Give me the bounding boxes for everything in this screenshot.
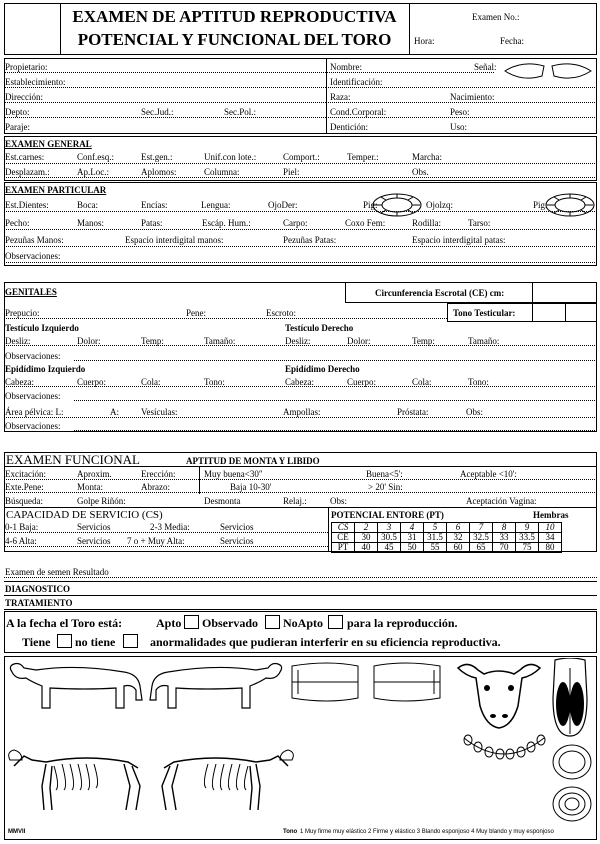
area-a-field[interactable]: A: bbox=[110, 407, 119, 417]
ojo-izq-field[interactable]: Ojolzq: bbox=[426, 200, 453, 210]
paraje-field[interactable]: Paraje: bbox=[5, 122, 30, 132]
td-tamano-field[interactable]: Tamaño: bbox=[468, 336, 500, 346]
ed-tono-field[interactable]: Tono: bbox=[468, 377, 489, 387]
particular-title: EXAMEN PARTICULAR bbox=[5, 185, 107, 195]
cs-muy-alta-label: 7 o + Muy Alta: bbox=[127, 536, 185, 546]
condcorporal-field[interactable]: Cond.Corporal: bbox=[330, 107, 387, 117]
marcha-field[interactable]: Marcha: bbox=[412, 152, 442, 162]
ei-cabeza-field[interactable]: Cabeza: bbox=[5, 377, 34, 387]
pt-cell: 75 bbox=[516, 543, 539, 553]
pt-cell: 3 bbox=[378, 523, 401, 533]
cs-baja-servicios[interactable]: Servicios bbox=[77, 522, 111, 532]
obs-general-field[interactable]: Obs. bbox=[412, 167, 429, 177]
ereccion-field[interactable]: Erección: bbox=[141, 469, 176, 479]
genitales-obs-field[interactable]: Obs: bbox=[466, 407, 484, 417]
est-carnes-field[interactable]: Est.carnes: bbox=[5, 152, 45, 162]
funcional-obs-field[interactable]: Obs: bbox=[330, 496, 348, 506]
ear-mark-icon[interactable] bbox=[502, 60, 594, 82]
boca-field[interactable]: Boca: bbox=[77, 200, 98, 210]
pt-cell: CS bbox=[332, 523, 355, 533]
conclusion-intro: A la fecha el Toro está: bbox=[6, 616, 123, 630]
epididimo-der-title: Epidídimo Derecho bbox=[285, 364, 360, 374]
pt-cell: 4 bbox=[401, 523, 424, 533]
pt-cell: 30 bbox=[355, 533, 378, 543]
nombre-field[interactable]: Nombre: bbox=[330, 62, 362, 72]
td-temp-field[interactable]: Temp: bbox=[412, 336, 435, 346]
baja-field[interactable]: Baja 10-30' bbox=[230, 482, 272, 492]
epididimo-izq-title: Epidídimo Izquierdo bbox=[5, 364, 86, 374]
circ-escrotal-label: Circunferencia Escrotal (CE) cm: bbox=[375, 288, 505, 298]
abrazo-field[interactable]: Abrazo: bbox=[141, 482, 170, 492]
pt-cell: 33.5 bbox=[516, 533, 539, 543]
pt-cell: 31 bbox=[401, 533, 424, 543]
raza-field[interactable]: Raza: bbox=[330, 92, 351, 102]
funcional-title: EXAMEN FUNCIONAL bbox=[6, 452, 140, 467]
eye-left-diagram-icon[interactable] bbox=[544, 192, 596, 218]
tarso-field[interactable]: Tarso: bbox=[468, 218, 491, 228]
pezunas-manos-field[interactable]: Pezuñas Manos: bbox=[5, 235, 64, 245]
patas-field[interactable]: Patas: bbox=[141, 218, 163, 228]
notiene-label: no tiene bbox=[75, 635, 116, 649]
scrotum-diagram-icon[interactable] bbox=[547, 658, 593, 738]
pig-der-field[interactable]: Pig: bbox=[363, 200, 378, 210]
cs-muy-alta-servicios[interactable]: Servicios bbox=[220, 536, 254, 546]
espacio-manos-field[interactable]: Espacio interdigital manos: bbox=[125, 235, 224, 245]
tono-legend: 1 Muy firme muy elástico 2 Firme y elástico 3 Blando esponjoso 4 Muy blando y muy esponjoso bbox=[300, 829, 554, 835]
aceptable-field[interactable]: Aceptable <10': bbox=[460, 469, 517, 479]
diagnostico-field[interactable]: DIAGNOSTICO bbox=[5, 584, 71, 594]
pt-cell: 45 bbox=[378, 543, 401, 553]
testiculo-der-title: Testículo Derecho bbox=[285, 323, 354, 333]
conf-esq-field[interactable]: Conf.esq.: bbox=[77, 152, 114, 162]
noapto-label: NoApto bbox=[283, 616, 324, 630]
pig-izq-field[interactable]: Pig: bbox=[533, 200, 548, 210]
pene-field[interactable]: Pene: bbox=[186, 308, 206, 318]
pt-cell: 5 bbox=[424, 523, 447, 533]
relaj-field[interactable]: Relaj.: bbox=[283, 496, 307, 506]
est-gen-field[interactable]: Est.gen.: bbox=[141, 152, 173, 162]
vesiculas-field[interactable]: Vesículas: bbox=[141, 407, 178, 417]
tono-label: Tono bbox=[283, 829, 298, 835]
cs-media-label: 2-3 Media: bbox=[150, 522, 190, 532]
notiene-checkbox[interactable] bbox=[123, 634, 138, 648]
aptitud-title: APTITUD DE MONTA Y LIBIDO bbox=[186, 456, 320, 466]
tratamiento-field[interactable]: TRATAMIENTO bbox=[5, 598, 73, 608]
bull-head-icon[interactable] bbox=[454, 656, 544, 730]
comport-field[interactable]: Comport.: bbox=[283, 152, 320, 162]
desmonta-field[interactable]: Desmonta bbox=[204, 496, 241, 506]
cs-baja-label: 0-1 Baja: bbox=[5, 522, 39, 532]
skeleton-left-icon[interactable] bbox=[6, 740, 151, 812]
pt-cell: 33 bbox=[493, 533, 516, 543]
particular-observaciones-field[interactable]: Observaciones: bbox=[5, 251, 61, 261]
genitales-title: GENITALES bbox=[5, 287, 57, 297]
testiculo-izq-title: Testículo Izquierdo bbox=[5, 323, 79, 333]
pt-cell: 55 bbox=[424, 543, 447, 553]
muy-buena-field[interactable]: Muy buena<30" bbox=[204, 469, 263, 479]
anormalidades-text: anormalidades que pudieran interferir en su eficiencia reproductiva. bbox=[150, 635, 501, 649]
secjud-field[interactable]: Sec.Jud.: bbox=[141, 107, 174, 117]
pezunas-patas-field[interactable]: Pezuñas Patas: bbox=[283, 235, 337, 245]
secpol-field[interactable]: Sec.Pol.: bbox=[224, 107, 257, 117]
est-dientes-field[interactable]: Est.Dientes: bbox=[5, 200, 49, 210]
para-reproduccion: para la reproducción. bbox=[347, 616, 458, 630]
cs-alta-servicios[interactable]: Servicios bbox=[77, 536, 111, 546]
uso-field[interactable]: Uso: bbox=[450, 122, 468, 132]
ojo-der-field[interactable]: OjoDer: bbox=[268, 200, 298, 210]
pt-cell: 32.5 bbox=[470, 533, 493, 543]
tiene-checkbox[interactable] bbox=[57, 634, 72, 648]
manos-field[interactable]: Manos: bbox=[77, 218, 104, 228]
hooves-diagram-icon[interactable] bbox=[288, 660, 444, 704]
area-pelvica-field[interactable]: Área pélvica: L: bbox=[5, 407, 64, 417]
golpe-rinon-field[interactable]: Golpe Riñón: bbox=[77, 496, 126, 506]
pt-cell: 60 bbox=[447, 543, 470, 553]
pt-cell: 31.5 bbox=[424, 533, 447, 543]
apto-checkbox[interactable] bbox=[184, 615, 199, 629]
title-line-2: POTENCIAL Y FUNCIONAL DEL TORO bbox=[77, 30, 392, 49]
cs-media-servicios[interactable]: Servicios bbox=[220, 522, 254, 532]
prepucio-field[interactable]: Prepucio: bbox=[5, 308, 40, 318]
coxo-fem-field[interactable]: Coxo Fem: bbox=[345, 218, 386, 228]
depto-field[interactable]: Depto: bbox=[5, 107, 30, 117]
unif-lote-field[interactable]: Unif.con lote.: bbox=[204, 152, 257, 162]
ti-desliz-field[interactable]: Desliz: bbox=[5, 336, 31, 346]
lengua-field[interactable]: Lengua: bbox=[201, 200, 231, 210]
td-dolor-field[interactable]: Dolor: bbox=[347, 336, 371, 346]
ei-cuerpo-field[interactable]: Cuerpo: bbox=[77, 377, 106, 387]
title-line-1: EXAMEN DE APTITUD REPRODUCTIVA bbox=[72, 7, 397, 26]
pt-cell: 40 bbox=[355, 543, 378, 553]
carpo-field[interactable]: Carpo: bbox=[283, 218, 308, 228]
nacimiento-field[interactable]: Nacimiento: bbox=[450, 92, 495, 102]
genitales-observaciones-1[interactable]: Observaciones: bbox=[5, 351, 61, 361]
pt-cell: 50 bbox=[401, 543, 424, 553]
pt-cell: 6 bbox=[447, 523, 470, 533]
semen-field[interactable]: Examen de semen Resultado bbox=[5, 567, 109, 577]
propietario-field[interactable]: Propietario: bbox=[5, 62, 48, 72]
exte-pene-field[interactable]: Exte.Pene: bbox=[5, 482, 44, 492]
escap-hum-field[interactable]: Escáp. Hum.: bbox=[202, 218, 251, 228]
rodilla-field[interactable]: Rodilla: bbox=[412, 218, 441, 228]
ti-temp-field[interactable]: Temp: bbox=[141, 336, 164, 346]
capacidad-title: CAPACIDAD DE SERVICIO (CS) bbox=[6, 509, 163, 521]
noapto-checkbox[interactable] bbox=[328, 615, 343, 629]
prostata-field[interactable]: Próstata: bbox=[397, 407, 429, 417]
bull-right-side-icon[interactable] bbox=[146, 660, 286, 712]
buena-field[interactable]: Buena<5': bbox=[366, 469, 403, 479]
bull-left-side-icon[interactable] bbox=[6, 660, 146, 712]
skeleton-right-icon[interactable] bbox=[151, 740, 296, 812]
pt-cell: 10 bbox=[539, 523, 562, 533]
aplomos-field[interactable]: Aplomos: bbox=[141, 167, 177, 177]
pt-cell: 2 bbox=[355, 523, 378, 533]
ampollas-field[interactable]: Ampollas: bbox=[283, 407, 321, 417]
potencial-title: POTENCIAL ENTORE (PT) bbox=[331, 510, 444, 520]
apto-label: Apto bbox=[156, 616, 182, 630]
pt-cell: 8 bbox=[493, 523, 516, 533]
hembras-label: Hembras bbox=[533, 510, 569, 520]
potencial-table bbox=[331, 522, 562, 553]
pt-cell: 70 bbox=[493, 543, 516, 553]
eye-right-diagram-icon[interactable] bbox=[371, 192, 423, 218]
genitales-observaciones-2[interactable]: Observaciones: bbox=[5, 391, 61, 401]
pt-cell: CE bbox=[332, 533, 355, 543]
ti-dolor-field[interactable]: Dolor: bbox=[77, 336, 101, 346]
pt-cell: 80 bbox=[539, 543, 562, 553]
testicle-section-lower-icon[interactable] bbox=[550, 784, 594, 824]
pt-cell: 7 bbox=[470, 523, 493, 533]
observado-checkbox[interactable] bbox=[265, 615, 280, 629]
td-desliz-field[interactable]: Desliz: bbox=[285, 336, 311, 346]
hora-label: Hora: bbox=[414, 36, 435, 46]
genitales-observaciones-3[interactable]: Observaciones: bbox=[5, 421, 61, 431]
direccion-field[interactable]: Dirección: bbox=[5, 92, 43, 102]
excitacion-field[interactable]: Excitación: bbox=[5, 469, 46, 479]
escroto-field[interactable]: Escroto: bbox=[266, 308, 296, 318]
mmvii-label: MMVII bbox=[8, 829, 26, 835]
testicle-section-upper-icon[interactable] bbox=[550, 742, 594, 782]
tono-testicular-label: Tono Testicular: bbox=[453, 308, 516, 318]
busqueda-field[interactable]: Búsqueda: bbox=[5, 496, 43, 506]
sin-field[interactable]: > 20' Sin: bbox=[368, 482, 403, 492]
identificacion-field[interactable]: Identificación: bbox=[330, 77, 383, 87]
aproxim-field[interactable]: Aproxim. bbox=[77, 469, 112, 479]
exam-no-label: Examen No.: bbox=[472, 12, 520, 22]
denticion-field[interactable]: Dentición: bbox=[330, 122, 368, 132]
senal-field[interactable]: Señal: bbox=[474, 62, 497, 72]
piel-field[interactable]: Piel: bbox=[283, 167, 300, 177]
pt-cell: 9 bbox=[516, 523, 539, 533]
general-title: EXAMEN GENERAL bbox=[5, 139, 92, 149]
pt-cell: 32 bbox=[447, 533, 470, 543]
espacio-patas-field[interactable]: Espacio interdigital patas: bbox=[412, 235, 506, 245]
monta-field[interactable]: Monta: bbox=[77, 482, 103, 492]
temper-field[interactable]: Temper.: bbox=[347, 152, 379, 162]
pt-row-cs bbox=[332, 523, 562, 533]
tiene-label: Tiene bbox=[22, 635, 51, 649]
acept-vagina-field[interactable]: Aceptación Vagina: bbox=[466, 496, 537, 506]
peso-field[interactable]: Peso: bbox=[450, 107, 470, 117]
ed-cola-field[interactable]: Cola: bbox=[412, 377, 432, 387]
pecho-field[interactable]: Pecho: bbox=[5, 218, 30, 228]
observado-label: Observado bbox=[202, 616, 259, 630]
pt-cell: 65 bbox=[470, 543, 493, 553]
ei-cola-field[interactable]: Cola: bbox=[141, 377, 161, 387]
fecha-label: Fecha: bbox=[500, 36, 524, 46]
establecimiento-field[interactable]: Establecimiento: bbox=[5, 77, 66, 87]
pt-cell: 30.5 bbox=[378, 533, 401, 543]
pt-row-pt bbox=[332, 543, 562, 553]
pt-row-ce bbox=[332, 533, 562, 543]
teeth-diagram-icon[interactable] bbox=[458, 730, 550, 762]
columna-field[interactable]: Columna: bbox=[204, 167, 240, 177]
pt-cell: 34 bbox=[539, 533, 562, 543]
ti-tamano-field[interactable]: Tamaño: bbox=[204, 336, 236, 346]
desplazam-field[interactable]: Desplazam.: bbox=[5, 167, 50, 177]
encias-field[interactable]: Encías: bbox=[141, 200, 168, 210]
pt-cell: PT bbox=[332, 543, 355, 553]
ed-cabeza-field[interactable]: Cabeza: bbox=[285, 377, 314, 387]
ed-cuerpo-field[interactable]: Cuerpo: bbox=[347, 377, 376, 387]
ei-tono-field[interactable]: Tono: bbox=[204, 377, 225, 387]
cs-alta-label: 4-6 Alta: bbox=[5, 536, 37, 546]
ap-loc-field[interactable]: Ap.Loc.: bbox=[77, 167, 109, 177]
